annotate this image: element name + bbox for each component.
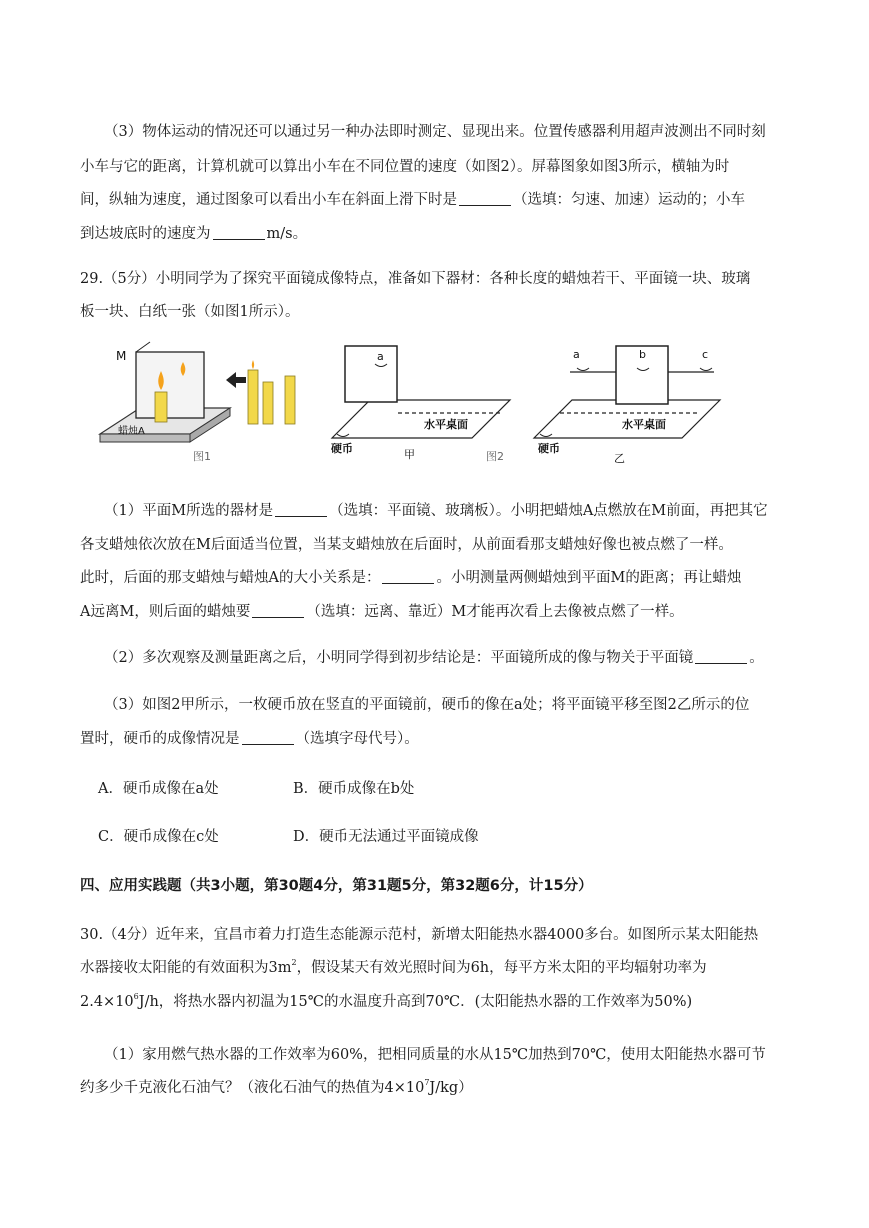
q30-s1-line-2-a: 约多少千克液化石油气？（液化石油气的热值为4×10 [80,1080,425,1096]
q29-s1-line-1 [104,501,768,521]
q29-s1-line-1-a: （1）平面M所选的器材是 [104,503,274,519]
coin-label-yi: 硬币 [538,442,560,455]
q29-s2-text-a: （2）多次观察及测量距离之后，小明同学得到初步结论是：平面镜所成的像与物关于平面镜 [104,650,694,666]
q29-s1-line-3 [80,568,741,588]
section-4-heading: 四、应用实践题（共3小题，第30题4分，第31题5分，第32题6分，计15分） [80,878,593,894]
q29-s2-text-b: 。 [749,650,764,666]
p3-line-4-text-a: 到达坡底时的速度为 [80,226,211,242]
answer-blank-size[interactable] [382,568,434,584]
figure-1-caption: 图1 [193,450,211,463]
caption-jia: 甲 [404,448,415,461]
label-c-yi: c [702,348,709,361]
caption-yi: 乙 [614,452,625,465]
q30-s1-line-2-b: J/kg） [429,1080,473,1096]
figure-1 [100,342,295,463]
q29-figure [0,338,869,468]
mirror-label: M [116,349,127,363]
mirror-m [136,352,204,418]
label-b-yi: b [639,348,646,361]
option-d[interactable]: D．硬币无法通过平面镜成像 [293,829,479,845]
q30-s1-line-1: （1）家用燃气热水器的工作效率为60%，把相同质量的水从15℃加热到70℃，使用太阳能热水器可节 [104,1047,766,1063]
p3-line-1: （3）物体运动的情况还可以通过另一种办法即时测定、显现出来。位置传感器利用超声波测出不同时刻 [104,124,766,140]
q30-s1-line-2-sup: 7 [424,1078,430,1087]
q29-line-2: 板一块、白纸一张（如图1所示）。 [80,304,300,320]
candle-a [155,392,167,422]
label-a-jia: a [377,350,384,363]
q29-s3-line-2-a: 置时，硬币的成像情况是 [80,731,240,747]
mirror-jia [345,346,397,402]
q30-line-2-b: ，假设某天有效光照时间为6h，每平方米太阳的平均辐射功率为 [296,960,707,976]
q29-s1-line-3-b: 。小明测量两侧蜡烛到平面M的距离；再让蜡烛 [436,570,742,586]
option-a[interactable]: A．硬币成像在a处 [98,781,219,797]
figure-2-jia [331,346,510,463]
table-label-jia: 水平桌面 [424,418,468,431]
q30-line-2-sup: 2 [291,958,297,967]
answer-blank-direction[interactable] [252,602,304,618]
p3-line-2: 小车与它的距离，计算机就可以算出小车在不同位置的速度（如图2）。屏幕图象如图3所示，横轴为时 [80,159,730,175]
figure-2-yi [534,346,720,465]
coin-label-jia: 硬币 [331,442,353,455]
answer-blank-material[interactable] [275,501,327,517]
q30-line-3-a: 2.4×10 [80,994,134,1010]
q30-line-2-a: 水器接收太阳能的有效面积为3m [80,960,292,976]
q30-line-1: 30.（4分）近年来，宜昌市着力打造生态能源示范村，新增太阳能热水器4000多台。如图所示某太阳能热 [80,927,759,943]
p3-line-3-text-a: 间，纵轴为速度，通过图象可以看出小车在斜面上滑下时是 [80,192,457,208]
p3-line-3-text-b: （选填：匀速、加速）运动的；小车 [513,192,745,208]
candle-a-label: 蜡烛A [118,426,145,437]
answer-blank-choice[interactable] [242,729,294,745]
table-label-yi: 水平桌面 [622,418,666,431]
p3-line-4-text-b: m/s。 [266,226,308,242]
q29-s2-line [104,648,764,668]
q29-s1-line-4-a: A远离M，则后面的蜡烛要 [80,604,251,620]
q29-s3-line-1: （3）如图2甲所示，一枚硬币放在竖直的平面镜前，硬币的像在a处；将平面镜平移至图2乙所示的位 [104,697,750,713]
figure-2-caption: 图2 [486,450,504,463]
q29-s3-line-2-b: （选填字母代号）。 [295,731,419,747]
q30-line-3 [80,992,692,1012]
q29-s3-line-2 [80,729,419,749]
q30-line-3-sup: 6 [133,992,139,1001]
arrow-icon [226,372,246,388]
answer-blank-motion[interactable] [459,190,511,206]
q29-line-1: 29.（5分）小明同学为了探究平面镜成像特点，准备如下器材：各种长度的蜡烛若干、平面镜一块、玻璃 [80,271,751,287]
q30-line-3-b: J/h，将热水器内初温为15℃的水温度升高到70℃．(太阳能热水器的工作效率为50%) [138,994,693,1010]
p3-line-3 [80,190,745,210]
q29-s1-line-3-a: 此时，后面的那支蜡烛与蜡烛A的大小关系是： [80,570,381,586]
q29-s1-line-1-b: （选填：平面镜、玻璃板）。小明把蜡烛A点燃放在M前面，再把其它 [329,503,768,519]
q29-s1-line-4-b: （选填：远离、靠近）M才能再次看上去像被点燃了一样。 [306,604,684,620]
q30-line-2 [80,958,707,978]
q29-s1-line-2: 各支蜡烛依次放在M后面适当位置，当某支蜡烛放在后面时，从前面看那支蜡烛好像也被点燃了一样。 [80,537,733,553]
answer-blank-symmetry[interactable] [695,648,747,664]
label-a-yi: a [573,348,580,361]
option-b[interactable]: B．硬币成像在b处 [293,781,415,797]
q29-s1-line-4 [80,602,684,622]
p3-line-4 [80,224,307,244]
option-c[interactable]: C．硬币成像在c处 [98,829,219,845]
q30-s1-line-2 [80,1078,473,1098]
answer-blank-speed[interactable] [213,224,265,240]
